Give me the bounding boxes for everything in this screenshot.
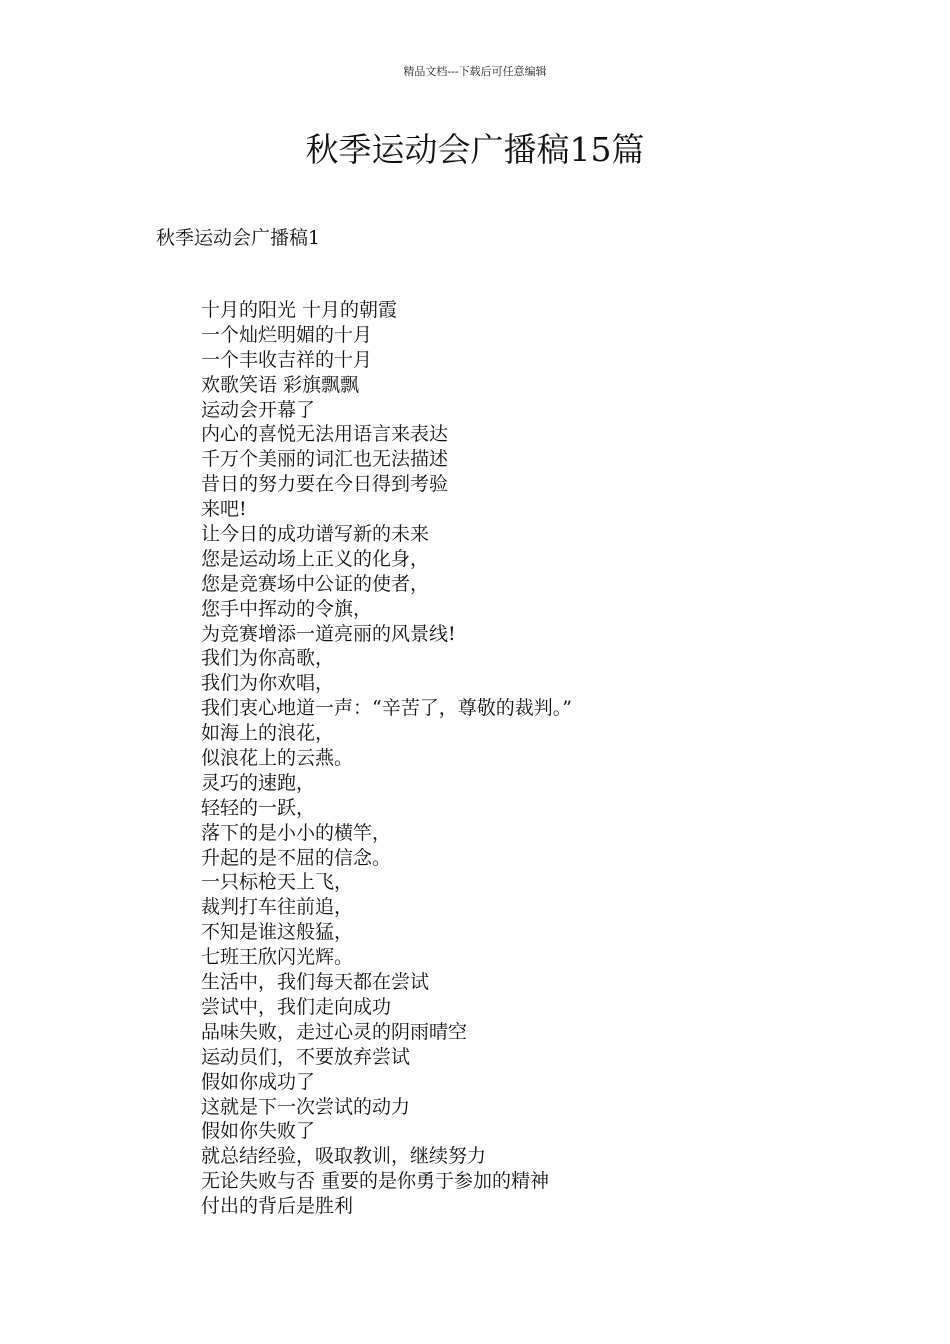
poem-line: 我们衷心地道一声：“辛苦了，尊敬的裁判。” [201,697,572,720]
poem-line: 似浪花上的云燕。 [201,747,354,770]
poem-line: 升起的是不屈的信念。 [201,846,392,869]
poem-line: 您是竞赛场中公证的使者， [201,572,430,595]
poem-line: 假如你失败了 [201,1120,316,1143]
poem-line: 尝试中，我们走向成功 [201,995,392,1018]
poem-line: 您是运动场上正义的化身， [201,547,430,570]
poem-line: 一个丰收吉祥的十月 [201,348,373,371]
poem-line: 让今日的成功谱写新的未来 [201,523,430,546]
poem-line: 就总结经验，吸取教训，继续努力 [201,1145,487,1168]
poem-line: 这就是下一次尝试的动力 [201,1095,411,1118]
poem-line: 一只标枪天上飞， [201,871,354,894]
poem-line: 假如你成功了 [201,1070,316,1093]
poem-line: 付出的背后是胜利 [201,1195,354,1218]
poem-line: 运动会开幕了 [201,398,316,421]
section-heading: 秋季运动会广播稿1 [156,227,321,249]
poem-line: 我们为你欢唱， [201,672,335,695]
poem-line: 一个灿烂明媚的十月 [201,323,373,346]
poem-line: 您手中挥动的令旗， [201,597,373,620]
poem-line: 品味失败，走过心灵的阴雨晴空 [201,1020,468,1043]
poem-line: 昔日的努力要在今日得到考验 [201,473,449,496]
poem-line: 十月的阳光 十月的朝霞 [201,299,398,321]
document-title: 秋季运动会广播稿15篇 [305,130,645,169]
poem-body [201,298,901,1219]
poem-line: 为竞赛增添一道亮丽的风景线! [201,622,456,645]
poem-line: 欢歌笑语 彩旗飘飘 [201,373,360,396]
poem-line: 不知是谁这般猛， [201,921,354,944]
poem-line: 裁判打车往前追， [201,896,354,919]
poem-line: 来吧! [201,498,247,521]
poem-line: 落下的是小小的横竿， [201,821,392,844]
poem-line: 七班王欣闪光辉。 [201,946,354,969]
poem-line: 内心的喜悦无法用语言来表达 [201,423,449,446]
poem-line: 生活中，我们每天都在尝试 [201,971,430,994]
poem-line: 轻轻的一跃， [201,796,316,819]
poem-line: 无论失败与否 重要的是你勇于参加的精神 [201,1170,550,1193]
poem-line: 如海上的浪花， [201,722,335,745]
poem-line: 千万个美丽的词汇也无法描述 [201,448,449,471]
poem-line: 我们为你高歌， [201,647,335,670]
poem-line: 灵巧的速跑， [201,771,316,794]
poem-line: 运动员们，不要放弃尝试 [201,1045,411,1068]
page-header: 精品文档---下载后可任意编辑 [403,65,547,78]
